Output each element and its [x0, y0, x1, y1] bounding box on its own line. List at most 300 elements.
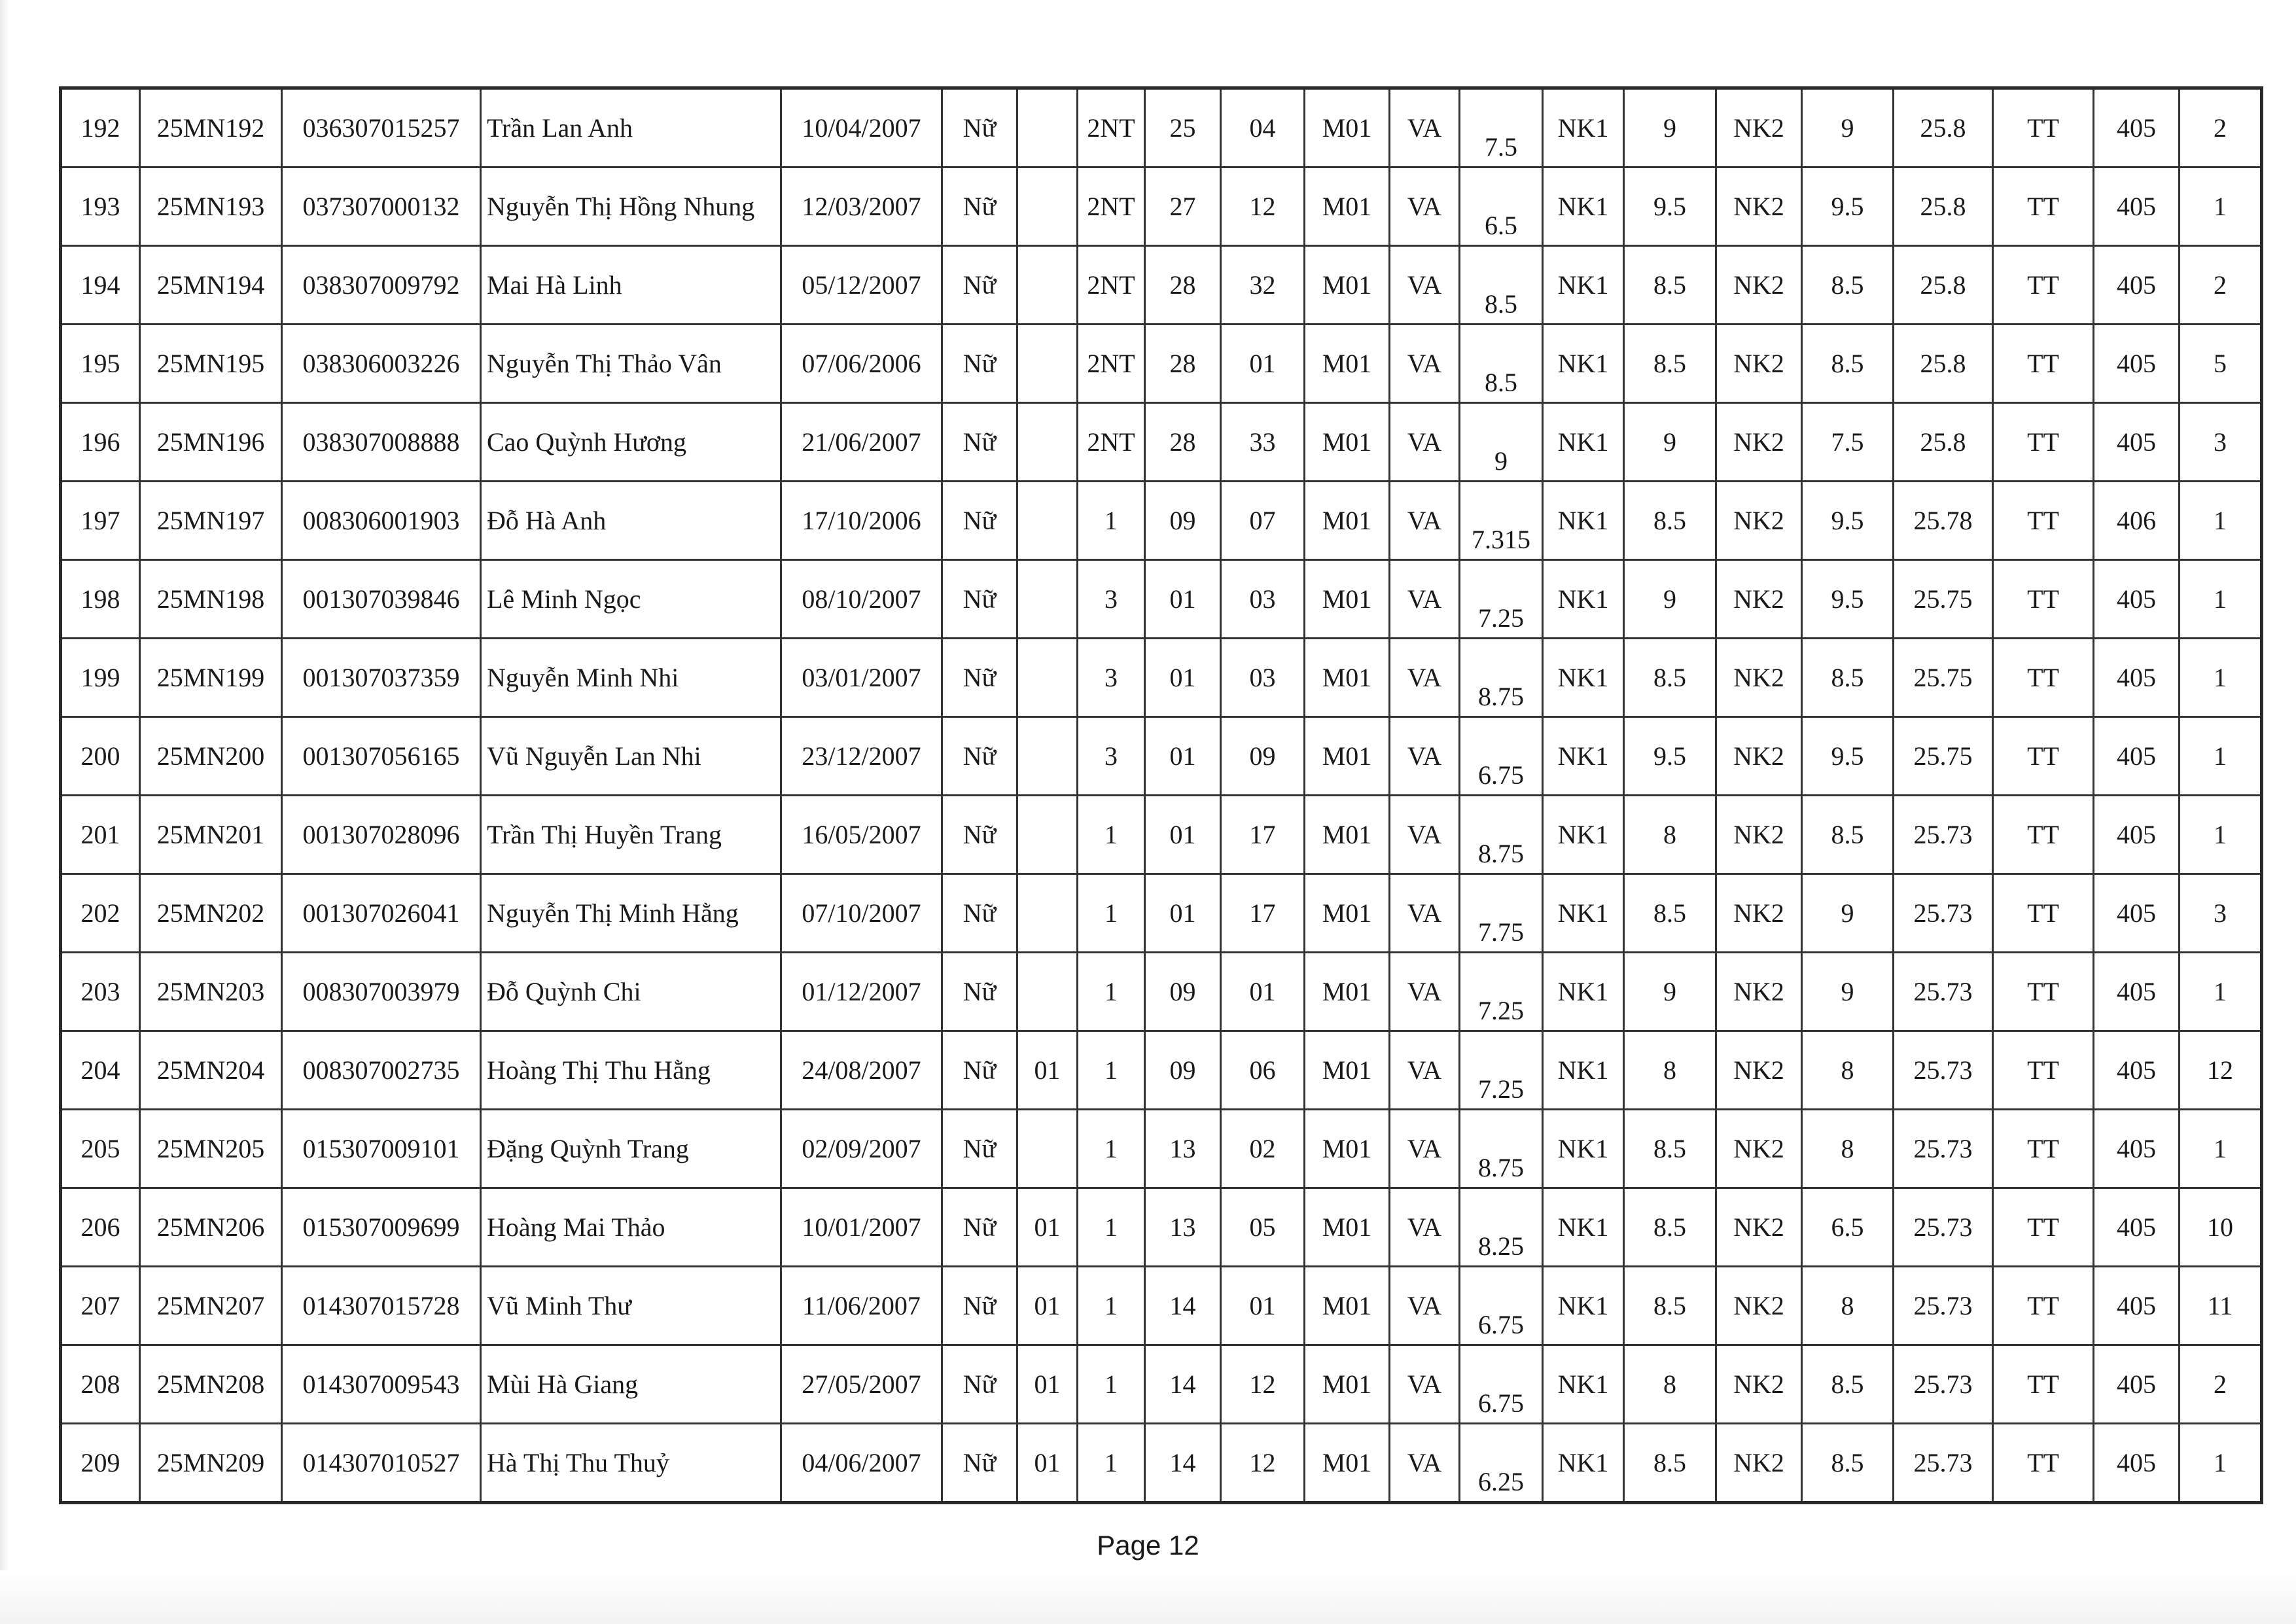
cell-subject-3-code: NK2	[1716, 1188, 1802, 1267]
cell-subject-2-score: 9	[1624, 403, 1716, 482]
cell-priority-object: 01	[1017, 1031, 1078, 1110]
cell-subject-1-score: 8.75	[1460, 1110, 1543, 1188]
cell-subject-3-score: 8.5	[1802, 246, 1894, 325]
cell-wish-order: 3	[2180, 403, 2262, 482]
cell-wish-order: 1	[2180, 717, 2262, 796]
cell-total-score: 25.73	[1894, 1110, 1993, 1188]
cell-full-name: Nguyễn Thị Minh Hằng	[481, 874, 781, 953]
cell-full-name: Trần Lan Anh	[481, 88, 781, 168]
cell-subject-1-score: 7.5	[1460, 88, 1543, 168]
cell-priority-area: 1	[1078, 1345, 1145, 1424]
cell-subject-3-code: NK2	[1716, 1110, 1802, 1188]
cell-subject-1-code: VA	[1390, 1188, 1460, 1267]
cell-subject-1-code: VA	[1390, 953, 1460, 1031]
cell-priority-object	[1017, 325, 1078, 403]
cell-subject-3-code: NK2	[1716, 482, 1802, 560]
cell-subject-3-score: 9	[1802, 874, 1894, 953]
cell-full-name: Nguyễn Minh Nhi	[481, 639, 781, 717]
cell-subject-2-score: 8.5	[1624, 874, 1716, 953]
cell-priority-area: 1	[1078, 796, 1145, 874]
cell-major-code: 405	[2094, 246, 2180, 325]
cell-priority-object	[1017, 246, 1078, 325]
cell-subject-2-code: NK1	[1543, 560, 1624, 639]
cell-priority-area: 2NT	[1078, 88, 1145, 168]
cell-subject-combo: M01	[1305, 874, 1390, 953]
cell-priority-object: 01	[1017, 1345, 1078, 1424]
cell-major-code: 405	[2094, 88, 2180, 168]
cell-subject-2-code: NK1	[1543, 796, 1624, 874]
cell-stt: 193	[61, 168, 140, 246]
table-row	[61, 1267, 2262, 1345]
cell-subject-1-code: VA	[1390, 560, 1460, 639]
cell-school-code: 01	[1221, 325, 1305, 403]
cell-priority-object	[1017, 482, 1078, 560]
cell-stt: 196	[61, 403, 140, 482]
cell-birth-date: 12/03/2007	[781, 168, 942, 246]
cell-gender: Nữ	[942, 639, 1017, 717]
cell-subject-2-score: 8.5	[1624, 246, 1716, 325]
cell-total-score: 25.73	[1894, 796, 1993, 874]
cell-birth-date: 21/06/2007	[781, 403, 942, 482]
table-body	[61, 88, 2262, 1503]
cell-subject-2-score: 9	[1624, 560, 1716, 639]
cell-gender: Nữ	[942, 1424, 1017, 1503]
cell-total-score: 25.73	[1894, 1424, 1993, 1503]
cell-status: TT	[1993, 953, 2094, 1031]
cell-province-code: 01	[1145, 796, 1221, 874]
cell-wish-order: 3	[2180, 874, 2262, 953]
cell-subject-1-code: VA	[1390, 717, 1460, 796]
cell-birth-date: 03/01/2007	[781, 639, 942, 717]
cell-birth-date: 04/06/2007	[781, 1424, 942, 1503]
cell-id-number: 015307009101	[282, 1110, 481, 1188]
table-row	[61, 168, 2262, 246]
cell-major-code: 405	[2094, 639, 2180, 717]
cell-id-number: 038307008888	[282, 403, 481, 482]
cell-subject-1-code: VA	[1390, 639, 1460, 717]
cell-priority-object	[1017, 168, 1078, 246]
table-row	[61, 403, 2262, 482]
cell-subject-1-code: VA	[1390, 1267, 1460, 1345]
scan-bottom-shade	[0, 1570, 2296, 1624]
cell-wish-order: 1	[2180, 639, 2262, 717]
cell-gender: Nữ	[942, 1110, 1017, 1188]
cell-candidate-code: 25MN209	[140, 1424, 282, 1503]
cell-major-code: 405	[2094, 560, 2180, 639]
cell-wish-order: 11	[2180, 1267, 2262, 1345]
cell-status: TT	[1993, 168, 2094, 246]
cell-subject-3-score: 8	[1802, 1031, 1894, 1110]
cell-status: TT	[1993, 560, 2094, 639]
cell-priority-area: 1	[1078, 1424, 1145, 1503]
cell-wish-order: 1	[2180, 953, 2262, 1031]
cell-major-code: 405	[2094, 874, 2180, 953]
cell-gender: Nữ	[942, 874, 1017, 953]
cell-status: TT	[1993, 403, 2094, 482]
cell-priority-area: 3	[1078, 639, 1145, 717]
cell-full-name: Vũ Nguyễn Lan Nhi	[481, 717, 781, 796]
cell-id-number: 008307003979	[282, 953, 481, 1031]
cell-status: TT	[1993, 796, 2094, 874]
cell-total-score: 25.75	[1894, 560, 1993, 639]
cell-subject-combo: M01	[1305, 717, 1390, 796]
table-row	[61, 717, 2262, 796]
cell-birth-date: 02/09/2007	[781, 1110, 942, 1188]
cell-school-code: 07	[1221, 482, 1305, 560]
cell-school-code: 32	[1221, 246, 1305, 325]
cell-subject-combo: M01	[1305, 325, 1390, 403]
cell-subject-3-score: 8.5	[1802, 1424, 1894, 1503]
cell-subject-2-score: 8	[1624, 796, 1716, 874]
cell-total-score: 25.75	[1894, 639, 1993, 717]
cell-subject-3-score: 8.5	[1802, 796, 1894, 874]
cell-subject-3-code: NK2	[1716, 88, 1802, 168]
cell-stt: 197	[61, 482, 140, 560]
cell-candidate-code: 25MN197	[140, 482, 282, 560]
cell-priority-object	[1017, 403, 1078, 482]
cell-priority-area: 1	[1078, 1110, 1145, 1188]
cell-subject-1-code: VA	[1390, 88, 1460, 168]
cell-priority-object	[1017, 88, 1078, 168]
cell-subject-1-code: VA	[1390, 1424, 1460, 1503]
table-row	[61, 1110, 2262, 1188]
cell-stt: 205	[61, 1110, 140, 1188]
cell-subject-3-score: 9.5	[1802, 168, 1894, 246]
cell-subject-1-code: VA	[1390, 168, 1460, 246]
cell-subject-3-code: NK2	[1716, 325, 1802, 403]
table-row	[61, 1188, 2262, 1267]
cell-priority-object: 01	[1017, 1188, 1078, 1267]
cell-subject-3-code: NK2	[1716, 1267, 1802, 1345]
cell-subject-combo: M01	[1305, 246, 1390, 325]
cell-gender: Nữ	[942, 717, 1017, 796]
cell-subject-2-score: 9	[1624, 88, 1716, 168]
cell-gender: Nữ	[942, 560, 1017, 639]
cell-stt: 203	[61, 953, 140, 1031]
cell-candidate-code: 25MN194	[140, 246, 282, 325]
cell-id-number: 001307037359	[282, 639, 481, 717]
cell-birth-date: 16/05/2007	[781, 796, 942, 874]
cell-birth-date: 05/12/2007	[781, 246, 942, 325]
cell-province-code: 01	[1145, 717, 1221, 796]
cell-total-score: 25.73	[1894, 1267, 1993, 1345]
cell-subject-1-code: VA	[1390, 325, 1460, 403]
cell-gender: Nữ	[942, 1267, 1017, 1345]
cell-priority-object	[1017, 1110, 1078, 1188]
cell-id-number: 014307010527	[282, 1424, 481, 1503]
cell-province-code: 09	[1145, 953, 1221, 1031]
cell-stt: 204	[61, 1031, 140, 1110]
cell-total-score: 25.78	[1894, 482, 1993, 560]
cell-subject-2-code: NK1	[1543, 1267, 1624, 1345]
cell-stt: 194	[61, 246, 140, 325]
cell-subject-3-score: 8.5	[1802, 325, 1894, 403]
cell-subject-combo: M01	[1305, 1345, 1390, 1424]
table-row	[61, 1345, 2262, 1424]
table-row	[61, 88, 2262, 168]
cell-total-score: 25.73	[1894, 1031, 1993, 1110]
cell-candidate-code: 25MN200	[140, 717, 282, 796]
cell-id-number: 038307009792	[282, 246, 481, 325]
cell-priority-area: 1	[1078, 1031, 1145, 1110]
cell-major-code: 405	[2094, 1110, 2180, 1188]
cell-subject-1-score: 6.25	[1460, 1424, 1543, 1503]
cell-gender: Nữ	[942, 796, 1017, 874]
cell-subject-2-code: NK1	[1543, 168, 1624, 246]
cell-gender: Nữ	[942, 403, 1017, 482]
cell-subject-1-code: VA	[1390, 482, 1460, 560]
cell-school-code: 12	[1221, 1424, 1305, 1503]
cell-candidate-code: 25MN196	[140, 403, 282, 482]
cell-school-code: 03	[1221, 560, 1305, 639]
cell-major-code: 405	[2094, 1031, 2180, 1110]
cell-major-code: 405	[2094, 1188, 2180, 1267]
cell-priority-object	[1017, 639, 1078, 717]
cell-subject-2-score: 8.5	[1624, 1267, 1716, 1345]
cell-wish-order: 10	[2180, 1188, 2262, 1267]
cell-wish-order: 1	[2180, 168, 2262, 246]
cell-gender: Nữ	[942, 168, 1017, 246]
table-row	[61, 325, 2262, 403]
cell-province-code: 01	[1145, 560, 1221, 639]
cell-priority-area: 3	[1078, 717, 1145, 796]
cell-subject-3-score: 7.5	[1802, 403, 1894, 482]
cell-province-code: 14	[1145, 1345, 1221, 1424]
cell-subject-1-score: 8.75	[1460, 796, 1543, 874]
cell-priority-area: 3	[1078, 560, 1145, 639]
cell-birth-date: 11/06/2007	[781, 1267, 942, 1345]
cell-stt: 192	[61, 88, 140, 168]
cell-school-code: 01	[1221, 1267, 1305, 1345]
page-number: Page 12	[1097, 1530, 1199, 1561]
cell-subject-1-score: 6.75	[1460, 1267, 1543, 1345]
cell-subject-2-score: 8.5	[1624, 325, 1716, 403]
cell-subject-3-code: NK2	[1716, 403, 1802, 482]
cell-subject-2-score: 9	[1624, 953, 1716, 1031]
cell-candidate-code: 25MN195	[140, 325, 282, 403]
cell-total-score: 25.8	[1894, 325, 1993, 403]
cell-id-number: 008306001903	[282, 482, 481, 560]
cell-priority-object	[1017, 717, 1078, 796]
cell-subject-2-score: 9.5	[1624, 168, 1716, 246]
cell-priority-area: 1	[1078, 482, 1145, 560]
cell-subject-3-code: NK2	[1716, 874, 1802, 953]
cell-subject-1-code: VA	[1390, 796, 1460, 874]
cell-subject-2-code: NK1	[1543, 1188, 1624, 1267]
cell-subject-1-score: 8.25	[1460, 1188, 1543, 1267]
cell-subject-3-score: 9	[1802, 88, 1894, 168]
cell-stt: 200	[61, 717, 140, 796]
cell-province-code: 09	[1145, 1031, 1221, 1110]
table-row	[61, 639, 2262, 717]
cell-province-code: 14	[1145, 1267, 1221, 1345]
cell-gender: Nữ	[942, 482, 1017, 560]
cell-candidate-code: 25MN204	[140, 1031, 282, 1110]
cell-subject-3-score: 8.5	[1802, 1345, 1894, 1424]
cell-subject-3-score: 6.5	[1802, 1188, 1894, 1267]
cell-subject-2-score: 9.5	[1624, 717, 1716, 796]
cell-full-name: Mùi Hà Giang	[481, 1345, 781, 1424]
cell-priority-area: 2NT	[1078, 168, 1145, 246]
cell-school-code: 17	[1221, 796, 1305, 874]
cell-status: TT	[1993, 1267, 2094, 1345]
cell-full-name: Đặng Quỳnh Trang	[481, 1110, 781, 1188]
cell-wish-order: 1	[2180, 560, 2262, 639]
cell-full-name: Nguyễn Thị Hồng Nhung	[481, 168, 781, 246]
table-row	[61, 246, 2262, 325]
cell-province-code: 13	[1145, 1188, 1221, 1267]
cell-subject-1-score: 8.75	[1460, 639, 1543, 717]
cell-subject-2-code: NK1	[1543, 1424, 1624, 1503]
cell-subject-3-code: NK2	[1716, 717, 1802, 796]
cell-subject-1-score: 7.315	[1460, 482, 1543, 560]
cell-major-code: 405	[2094, 325, 2180, 403]
cell-wish-order: 1	[2180, 1110, 2262, 1188]
cell-subject-3-code: NK2	[1716, 953, 1802, 1031]
cell-subject-3-code: NK2	[1716, 560, 1802, 639]
cell-subject-combo: M01	[1305, 560, 1390, 639]
cell-subject-3-score: 9.5	[1802, 482, 1894, 560]
cell-candidate-code: 25MN193	[140, 168, 282, 246]
cell-birth-date: 10/04/2007	[781, 88, 942, 168]
cell-subject-combo: M01	[1305, 1424, 1390, 1503]
cell-stt: 206	[61, 1188, 140, 1267]
cell-subject-1-score: 7.25	[1460, 953, 1543, 1031]
cell-major-code: 405	[2094, 1345, 2180, 1424]
cell-major-code: 405	[2094, 953, 2180, 1031]
cell-priority-area: 2NT	[1078, 403, 1145, 482]
cell-subject-1-score: 6.75	[1460, 717, 1543, 796]
cell-wish-order: 1	[2180, 1424, 2262, 1503]
cell-total-score: 25.8	[1894, 88, 1993, 168]
cell-wish-order: 5	[2180, 325, 2262, 403]
cell-id-number: 015307009699	[282, 1188, 481, 1267]
cell-subject-3-score: 8	[1802, 1110, 1894, 1188]
cell-candidate-code: 25MN203	[140, 953, 282, 1031]
cell-status: TT	[1993, 1345, 2094, 1424]
cell-subject-2-score: 8.5	[1624, 1188, 1716, 1267]
cell-subject-2-code: NK1	[1543, 717, 1624, 796]
table-row	[61, 1031, 2262, 1110]
cell-province-code: 25	[1145, 88, 1221, 168]
cell-candidate-code: 25MN192	[140, 88, 282, 168]
cell-id-number: 014307009543	[282, 1345, 481, 1424]
cell-priority-area: 1	[1078, 1267, 1145, 1345]
cell-subject-1-score: 6.5	[1460, 168, 1543, 246]
cell-total-score: 25.8	[1894, 168, 1993, 246]
cell-candidate-code: 25MN202	[140, 874, 282, 953]
cell-subject-3-code: NK2	[1716, 639, 1802, 717]
cell-full-name: Hà Thị Thu Thuỷ	[481, 1424, 781, 1503]
cell-gender: Nữ	[942, 246, 1017, 325]
cell-status: TT	[1993, 1031, 2094, 1110]
cell-subject-3-code: NK2	[1716, 796, 1802, 874]
cell-subject-2-code: NK1	[1543, 639, 1624, 717]
cell-school-code: 12	[1221, 1345, 1305, 1424]
cell-school-code: 06	[1221, 1031, 1305, 1110]
cell-subject-1-code: VA	[1390, 1031, 1460, 1110]
cell-subject-2-score: 8.5	[1624, 639, 1716, 717]
cell-gender: Nữ	[942, 88, 1017, 168]
cell-subject-3-code: NK2	[1716, 246, 1802, 325]
cell-wish-order: 2	[2180, 88, 2262, 168]
cell-subject-3-code: NK2	[1716, 1031, 1802, 1110]
cell-stt: 208	[61, 1345, 140, 1424]
cell-subject-1-code: VA	[1390, 1110, 1460, 1188]
cell-province-code: 28	[1145, 325, 1221, 403]
results-sheet	[59, 86, 2260, 1504]
cell-candidate-code: 25MN208	[140, 1345, 282, 1424]
cell-subject-2-code: NK1	[1543, 403, 1624, 482]
cell-school-code: 04	[1221, 88, 1305, 168]
cell-school-code: 09	[1221, 717, 1305, 796]
cell-status: TT	[1993, 325, 2094, 403]
cell-subject-combo: M01	[1305, 796, 1390, 874]
cell-major-code: 405	[2094, 1267, 2180, 1345]
cell-candidate-code: 25MN205	[140, 1110, 282, 1188]
cell-subject-3-score: 8	[1802, 1267, 1894, 1345]
cell-full-name: Lê Minh Ngọc	[481, 560, 781, 639]
cell-subject-combo: M01	[1305, 639, 1390, 717]
cell-birth-date: 07/06/2006	[781, 325, 942, 403]
cell-status: TT	[1993, 1188, 2094, 1267]
cell-birth-date: 24/08/2007	[781, 1031, 942, 1110]
cell-subject-combo: M01	[1305, 1188, 1390, 1267]
cell-subject-2-code: NK1	[1543, 1110, 1624, 1188]
cell-major-code: 405	[2094, 796, 2180, 874]
cell-full-name: Mai Hà Linh	[481, 246, 781, 325]
cell-gender: Nữ	[942, 1031, 1017, 1110]
cell-status: TT	[1993, 482, 2094, 560]
cell-status: TT	[1993, 1110, 2094, 1188]
cell-status: TT	[1993, 1424, 2094, 1503]
cell-major-code: 405	[2094, 1424, 2180, 1503]
cell-gender: Nữ	[942, 1188, 1017, 1267]
scan-edge-shadow	[0, 0, 9, 1624]
cell-subject-2-score: 8.5	[1624, 1424, 1716, 1503]
cell-major-code: 405	[2094, 403, 2180, 482]
cell-school-code: 12	[1221, 168, 1305, 246]
cell-subject-2-code: NK1	[1543, 1345, 1624, 1424]
cell-school-code: 33	[1221, 403, 1305, 482]
cell-subject-1-score: 6.75	[1460, 1345, 1543, 1424]
cell-full-name: Trần Thị Huyền Trang	[481, 796, 781, 874]
cell-province-code: 01	[1145, 639, 1221, 717]
cell-stt: 202	[61, 874, 140, 953]
cell-subject-combo: M01	[1305, 88, 1390, 168]
cell-subject-2-code: NK1	[1543, 953, 1624, 1031]
cell-full-name: Đỗ Quỳnh Chi	[481, 953, 781, 1031]
cell-subject-3-score: 9.5	[1802, 560, 1894, 639]
cell-wish-order: 1	[2180, 796, 2262, 874]
table-row	[61, 874, 2262, 953]
cell-priority-object	[1017, 796, 1078, 874]
cell-priority-object	[1017, 874, 1078, 953]
cell-birth-date: 08/10/2007	[781, 560, 942, 639]
cell-status: TT	[1993, 717, 2094, 796]
cell-school-code: 17	[1221, 874, 1305, 953]
cell-wish-order: 12	[2180, 1031, 2262, 1110]
cell-total-score: 25.8	[1894, 246, 1993, 325]
cell-stt: 201	[61, 796, 140, 874]
cell-total-score: 25.73	[1894, 953, 1993, 1031]
cell-school-code: 05	[1221, 1188, 1305, 1267]
table-row	[61, 1424, 2262, 1503]
cell-subject-1-score: 8.5	[1460, 325, 1543, 403]
cell-id-number: 037307000132	[282, 168, 481, 246]
cell-subject-2-score: 8	[1624, 1031, 1716, 1110]
cell-subject-combo: M01	[1305, 168, 1390, 246]
